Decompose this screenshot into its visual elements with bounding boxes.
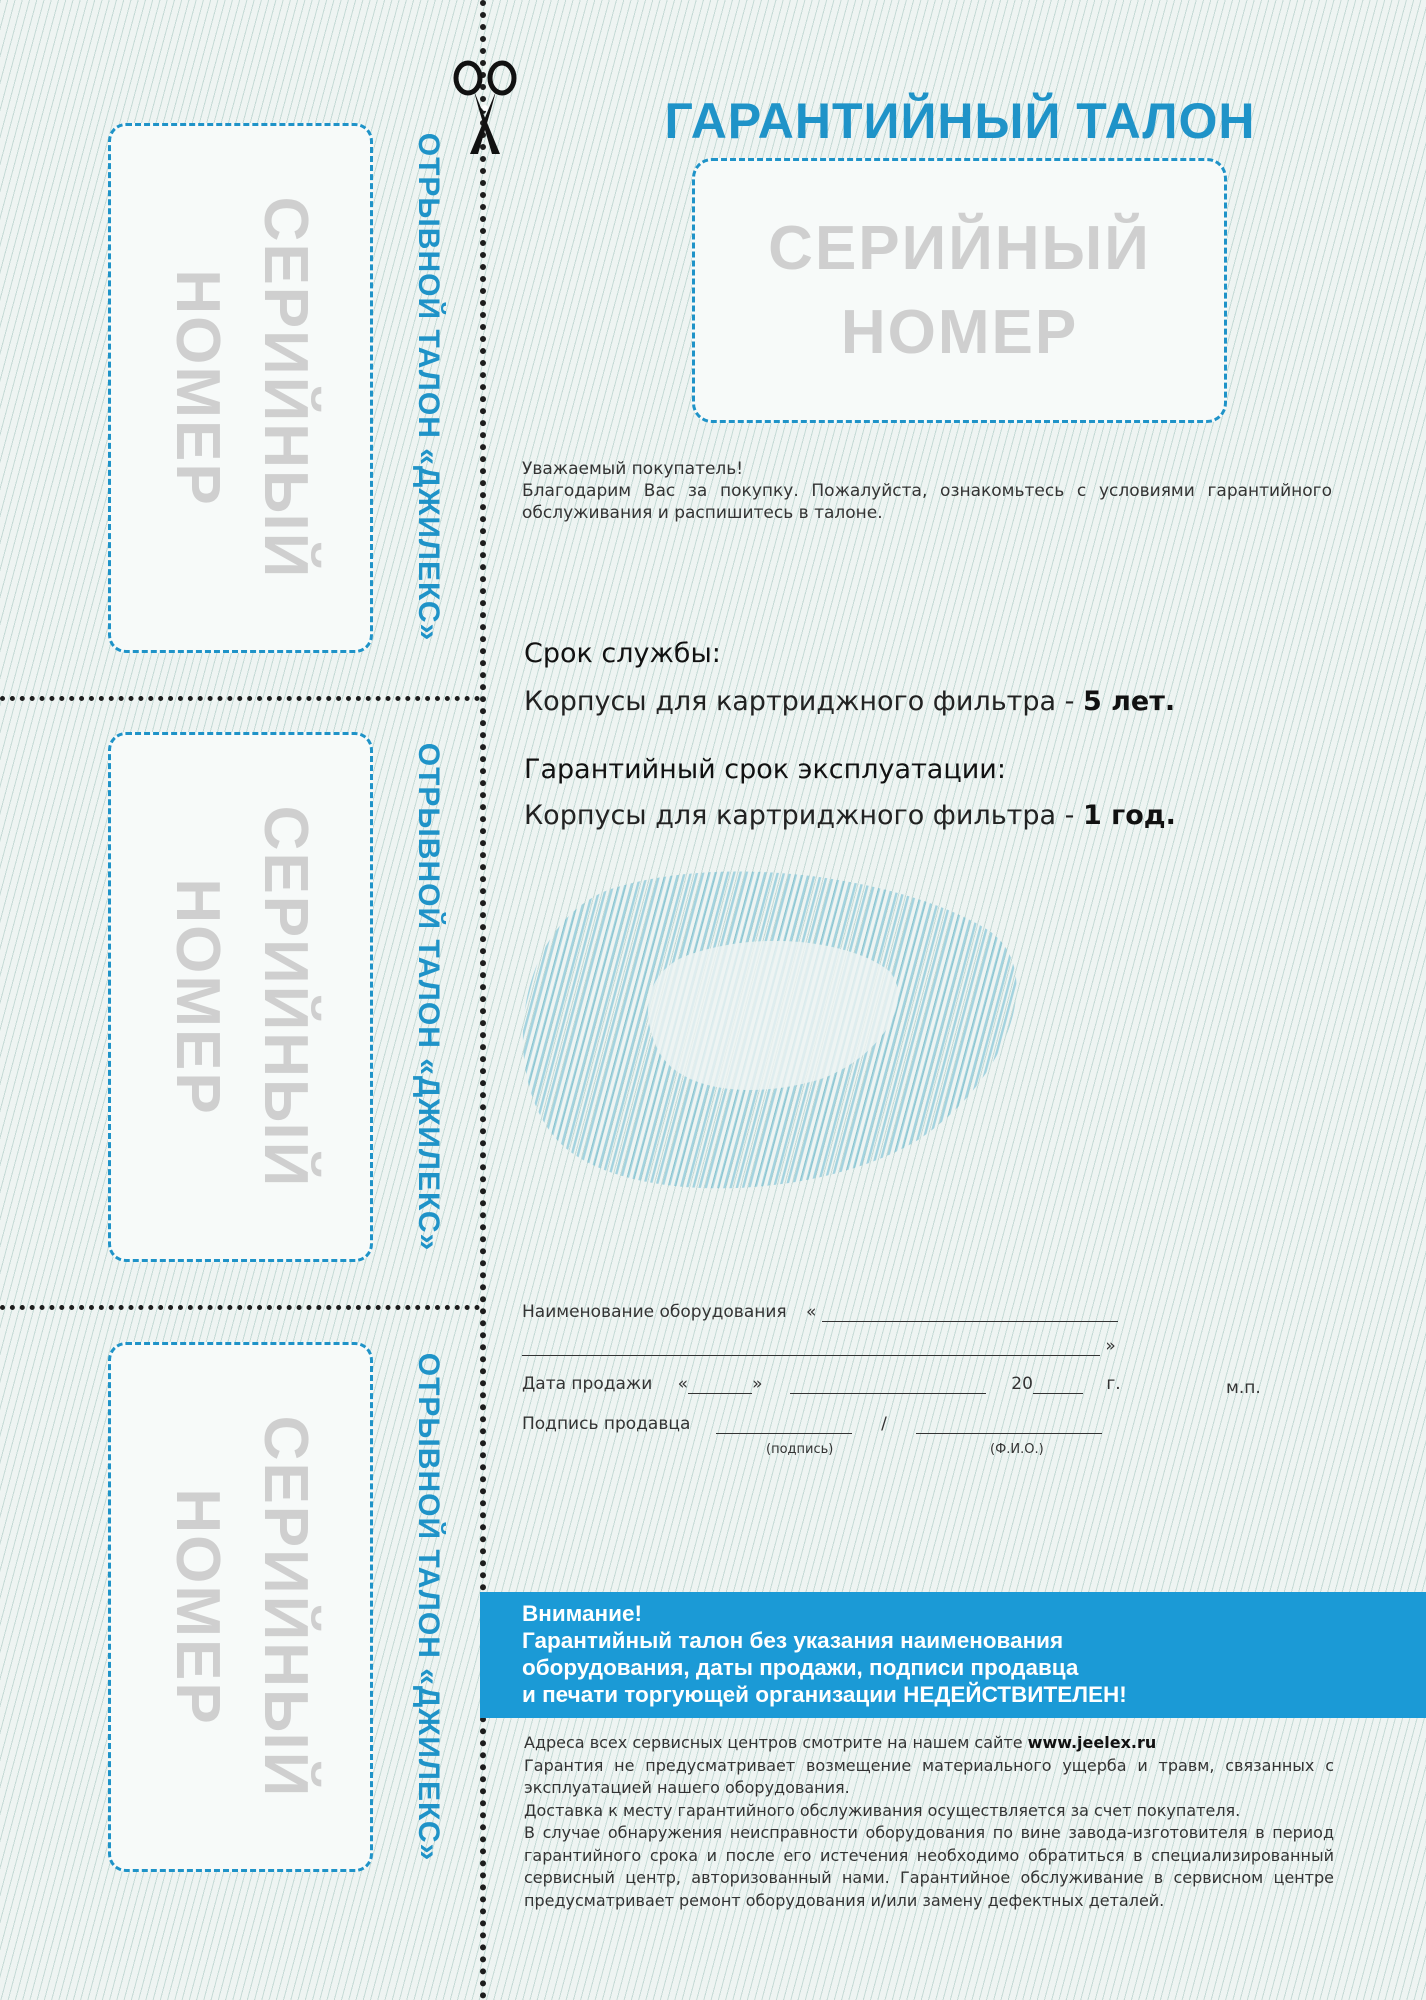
sale-day-field[interactable]: [688, 1375, 752, 1394]
seller-name-field[interactable]: [916, 1415, 1102, 1434]
serial-label-line1: СЕРИЙНЫЙ: [768, 213, 1151, 283]
page-title: ГАРАНТИЙНЫЙ ТАЛОН: [664, 93, 1256, 149]
service-life-heading: Срок службы:: [524, 638, 721, 669]
stub-serial-box: [108, 732, 373, 1262]
equipment-field-2[interactable]: [522, 1337, 1100, 1356]
service-life-line: Корпусы для картриджного фильтра - 5 лет.: [524, 686, 1176, 717]
sale-date-label: Дата продажи: [522, 1374, 653, 1394]
footer-paragraph: В случае обнаружения неисправности оборудования по вине завода-изготовителя в период гарантийного срока и после его истечения необходимо обратиться в специализированный сервисный центр, авторизованный нами. Гарантийное обслуживание в сервисном центре предусматривает ремонт оборудования и/или замену дефектных деталей.: [524, 1823, 1334, 1910]
signature-label: Подпись продавца: [522, 1414, 691, 1434]
warranty-period-heading: Гарантийный срок эксплуатации:: [524, 754, 1006, 785]
footer-paragraph: Гарантия не предусматривает возмещение материального ущерба и травм, связанных с эксплуатацией нашего оборудования.: [524, 1755, 1334, 1797]
warranty-period-line: Корпусы для картриджного фильтра - 1 год.: [524, 800, 1176, 831]
stub-serial-box: [108, 123, 373, 653]
horizontal-cut-line: [0, 1305, 480, 1310]
stub-label: ОТРЫВНОЙ ТАЛОН «ДЖИЛЕКС»: [412, 1352, 445, 1862]
service-life-value: 5 лет.: [1082, 686, 1176, 717]
horizontal-cut-line: [0, 696, 480, 701]
signature-field[interactable]: [716, 1415, 852, 1434]
stub-label: ОТРЫВНОЙ ТАЛОН «ДЖИЛЕКС»: [412, 742, 445, 1252]
stamp-label: м.п.: [1226, 1378, 1261, 1398]
serial-label-line2: НОМЕР: [840, 297, 1079, 367]
stub-label: ОТРЫВНОЙ ТАЛОН «ДЖИЛЕКС»: [412, 132, 445, 642]
greeting-line2: Благодарим Вас за покупку. Пожалуйста, ознакомьтесь с условиями гарантийного обслуживания и распишитесь в талоне.: [522, 481, 1332, 523]
sale-date-row: Дата продажи « » 20 г.: [522, 1374, 1121, 1394]
footer-paragraph: Доставка к месту гарантийного обслуживания осуществляется за счет покупателя.: [524, 1800, 1241, 1820]
footer-terms: [524, 1732, 1334, 1912]
equipment-row: Наименование оборудования «: [522, 1302, 1118, 1322]
sale-year-field[interactable]: [1033, 1375, 1083, 1394]
equipment-field[interactable]: [822, 1303, 1118, 1322]
warranty-period-value: 1 год.: [1082, 800, 1176, 831]
warning-banner: Внимание! Гарантийный талон без указания наименования оборудования, даты продажи, подписи продавца и печати торгующей организации НЕДЕЙСТВИТЕЛЕН!: [480, 1592, 1426, 1718]
scissors-icon: [450, 58, 520, 158]
site-link[interactable]: www.jeelex.ru: [1027, 1733, 1157, 1752]
greeting-line1: Уважаемый покупатель!: [522, 459, 744, 479]
stub-serial-number: СЕРИЙНЫЙ НОМЕР: [162, 1415, 320, 1799]
watermark-logo: [488, 860, 1048, 1210]
warning-title: Внимание!: [522, 1601, 642, 1626]
signature-row: Подпись продавца /: [522, 1414, 1102, 1434]
stub-serial-number: СЕРИЙНЫЙ НОМЕР: [162, 805, 320, 1189]
equipment-label: Наименование оборудования: [522, 1302, 787, 1322]
greeting: [522, 458, 1332, 524]
stub-serial-box: [108, 1342, 373, 1872]
footer-site: Адреса всех сервисных центров смотрите на нашем сайте www.jeelex.ru: [524, 1733, 1157, 1752]
equipment-row-2: »: [522, 1336, 1116, 1356]
name-caption: (Ф.И.О.): [990, 1442, 1044, 1457]
sale-month-field[interactable]: [790, 1375, 986, 1394]
stub-serial-number: СЕРИЙНЫЙ НОМЕР: [162, 196, 320, 580]
serial-number-box: [692, 158, 1227, 423]
signature-caption: (подпись): [766, 1442, 834, 1457]
